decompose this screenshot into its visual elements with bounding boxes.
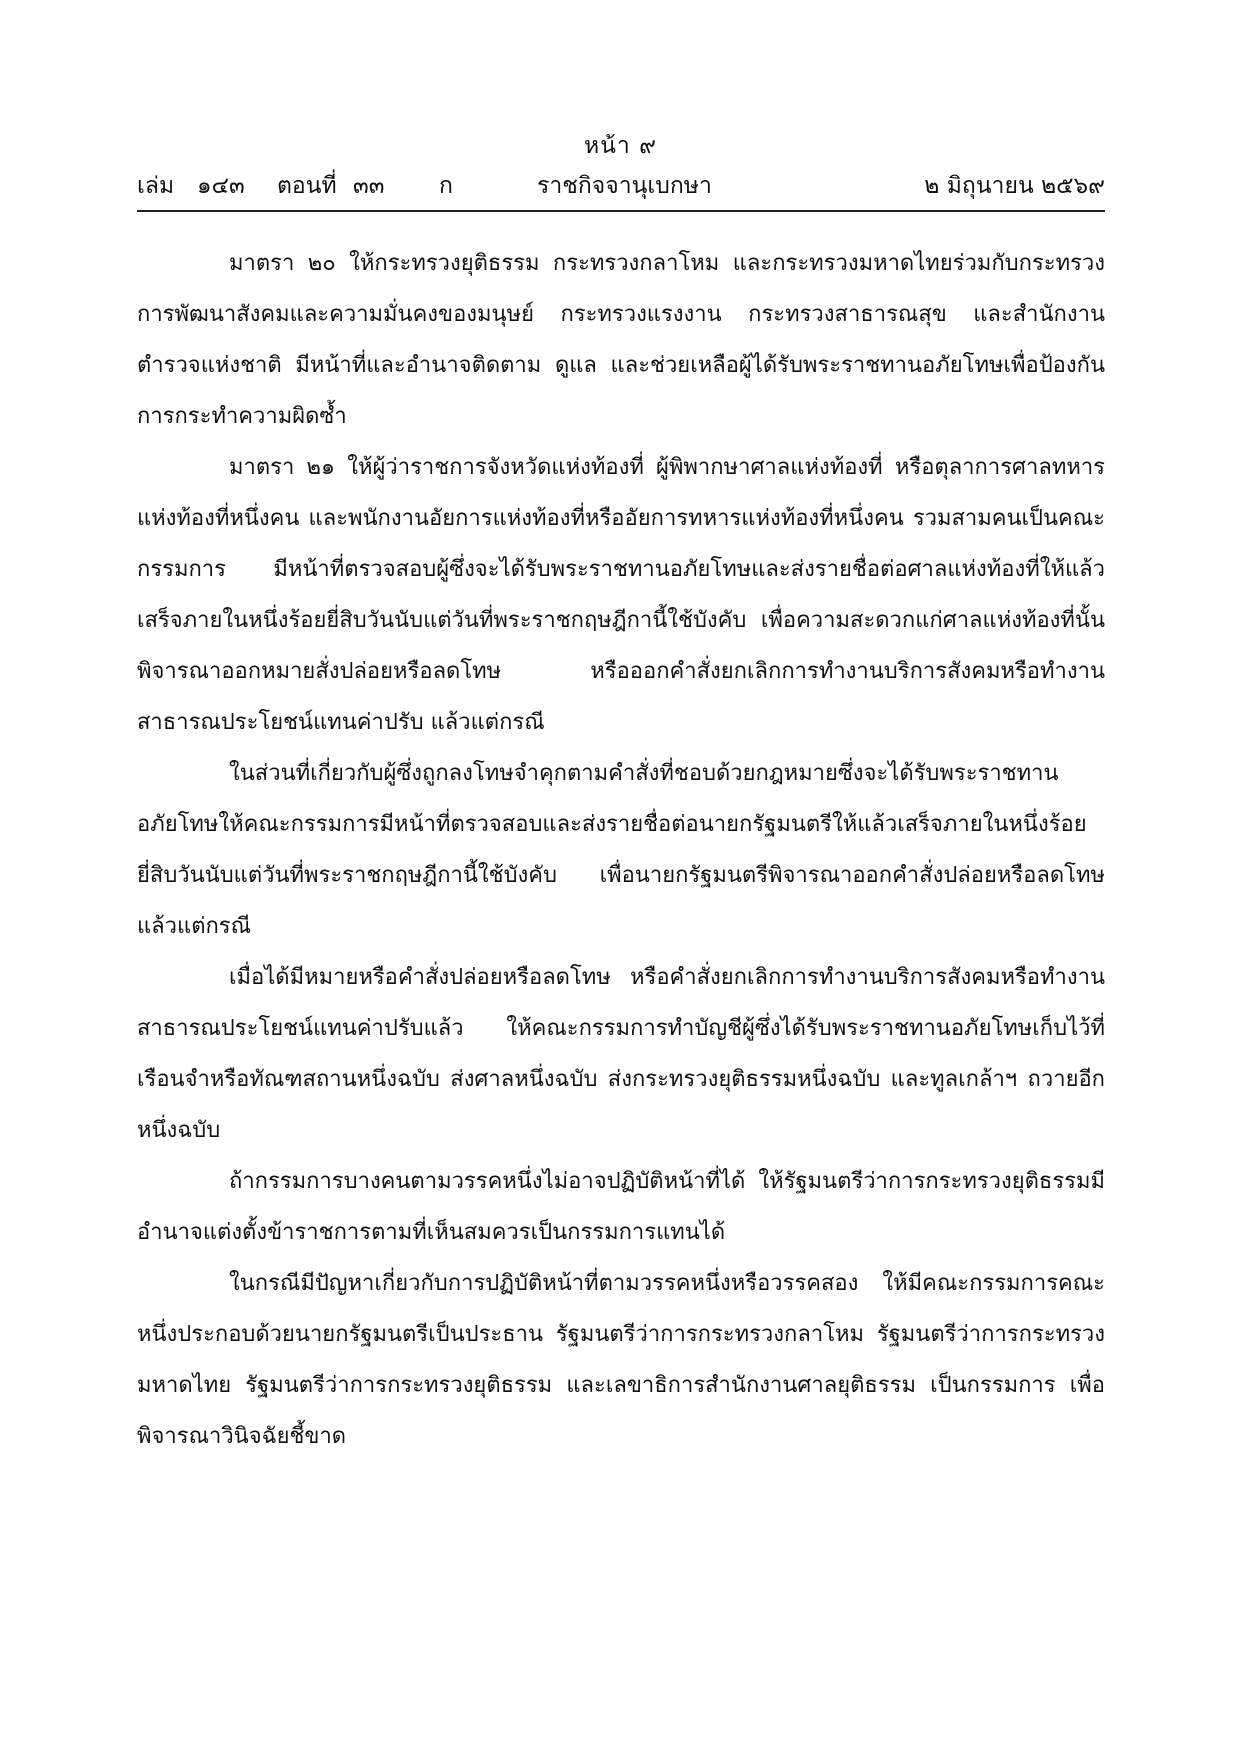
paragraph-section-21-para-5: ในกรณีมีปัญหาเกี่ยวกับการปฏิบัติหน้าที่ตามวรรคหนึ่งหรือวรรคสอง ให้มีคณะกรรมการคณะหนึ่งประกอบด้วยนายกรัฐมนตรีเป็นประธาน รัฐมนตรีว่าการกระทรวงกลาโหม รัฐมนตรีว่าการกระทรวงมหาดไทย รัฐมนตรีว่าการกระทรวงยุติธรรม และเลขาธิการสำนักงานศาลยุติธรรม เป็นกรรมการ เพื่อพิจารณาวินิจฉัยชี้ขาด <box>137 1271 1105 1449</box>
section-letter: ก <box>439 173 453 199</box>
document-body <box>137 238 1105 1462</box>
issue-label: ตอนที่ <box>277 173 337 199</box>
issue-number: ๓๓ <box>353 173 385 199</box>
header-divider <box>137 210 1105 212</box>
publication-date: ๒ มิถุนายน ๒๕๖๙ <box>924 173 1105 199</box>
paragraph-section-21-para-2: ในส่วนที่เกี่ยวกับผู้ซึ่งถูกลงโทษจำคุกตามคำสั่งที่ชอบด้วยกฎหมายซึ่งจะได้รับพระราชทานอภัยโทษให้คณะกรรมการมีหน้าที่ตรวจสอบและส่งรายชื่อต่อนายกรัฐมนตรีให้แล้วเสร็จภายในหนึ่งร้อยยี่สิบวันนับแต่วันที่พระราชกฤษฎีกานี้ใช้บังคับ เพื่อนายกรัฐมนตรีพิจารณาออกคำสั่งปล่อยหรือลดโทษ แล้วแต่กรณี <box>137 761 1105 939</box>
volume-label: เล่ม <box>137 173 175 199</box>
paragraph-section-20: มาตรา ๒๐ ให้กระทรวงยุติธรรม กระทรวงกลาโหม และกระทรวงมหาดไทยร่วมกับกระทรวงการพัฒนาสังคมและความมั่นคงของมนุษย์ กระทรวงแรงงาน กระทรวงสาธารณสุข และสำนักงานตำรวจแห่งชาติ มีหน้าที่และอำนาจติดตาม ดูแล และช่วยเหลือผู้ได้รับพระราชทานอภัยโทษเพื่อป้องกันการกระทำความผิดซ้ำ <box>137 251 1105 429</box>
volume-number: ๑๔๓ <box>197 173 245 199</box>
gazette-header <box>137 168 1105 204</box>
paragraph-section-21-para-3: เมื่อได้มีหมายหรือคำสั่งปล่อยหรือลดโทษ หรือคำสั่งยกเลิกการทำงานบริการสังคมหรือทำงานสาธารณประโยชน์แทนค่าปรับแล้ว ให้คณะกรรมการทำบัญชีผู้ซึ่งได้รับพระราชทานอภัยโทษเก็บไว้ที่เรือนจำหรือทัณฑสถานหนึ่งฉบับ ส่งศาลหนึ่งฉบับ ส่งกระทรวงยุติธรรมหนึ่งฉบับ และทูลเกล้าฯ ถวายอีกหนึ่งฉบับ <box>137 965 1105 1143</box>
page-number: หน้า ๙ <box>584 133 657 159</box>
gazette-name: ราชกิจจานุเบกษา <box>537 173 712 199</box>
paragraph-section-21-para-4: ถ้ากรรมการบางคนตามวรรคหนึ่งไม่อาจปฏิบัติหน้าที่ได้ ให้รัฐมนตรีว่าการกระทรวงยุติธรรมมีอำนาจแต่งตั้งข้าราชการตามที่เห็นสมควรเป็นกรรมการแทนได้ <box>137 1169 1105 1245</box>
paragraph-section-21: มาตรา ๒๑ ให้ผู้ว่าราชการจังหวัดแห่งท้องที่ ผู้พิพากษาศาลแห่งท้องที่ หรือตุลาการศาลทหารแห่งท้องที่หนึ่งคน และพนักงานอัยการแห่งท้องที่หรืออัยการทหารแห่งท้องที่หนึ่งคน รวมสามคนเป็นคณะกรรมการ มีหน้าที่ตรวจสอบผู้ซึ่งจะได้รับพระราชทานอภัยโทษและส่งรายชื่อต่อศาลแห่งท้องที่ให้แล้วเสร็จภายในหนึ่งร้อยยี่สิบวันนับแต่วันที่พระราชกฤษฎีกานี้ใช้บังคับ เพื่อความสะดวกแก่ศาลแห่งท้องที่นั้นพิจารณาออกหมายสั่งปล่อยหรือลดโทษ หรือออกคำสั่งยกเลิกการทำงานบริการสังคมหรือทำงานสาธารณประโยชน์แทนค่าปรับ แล้วแต่กรณี <box>137 455 1105 735</box>
